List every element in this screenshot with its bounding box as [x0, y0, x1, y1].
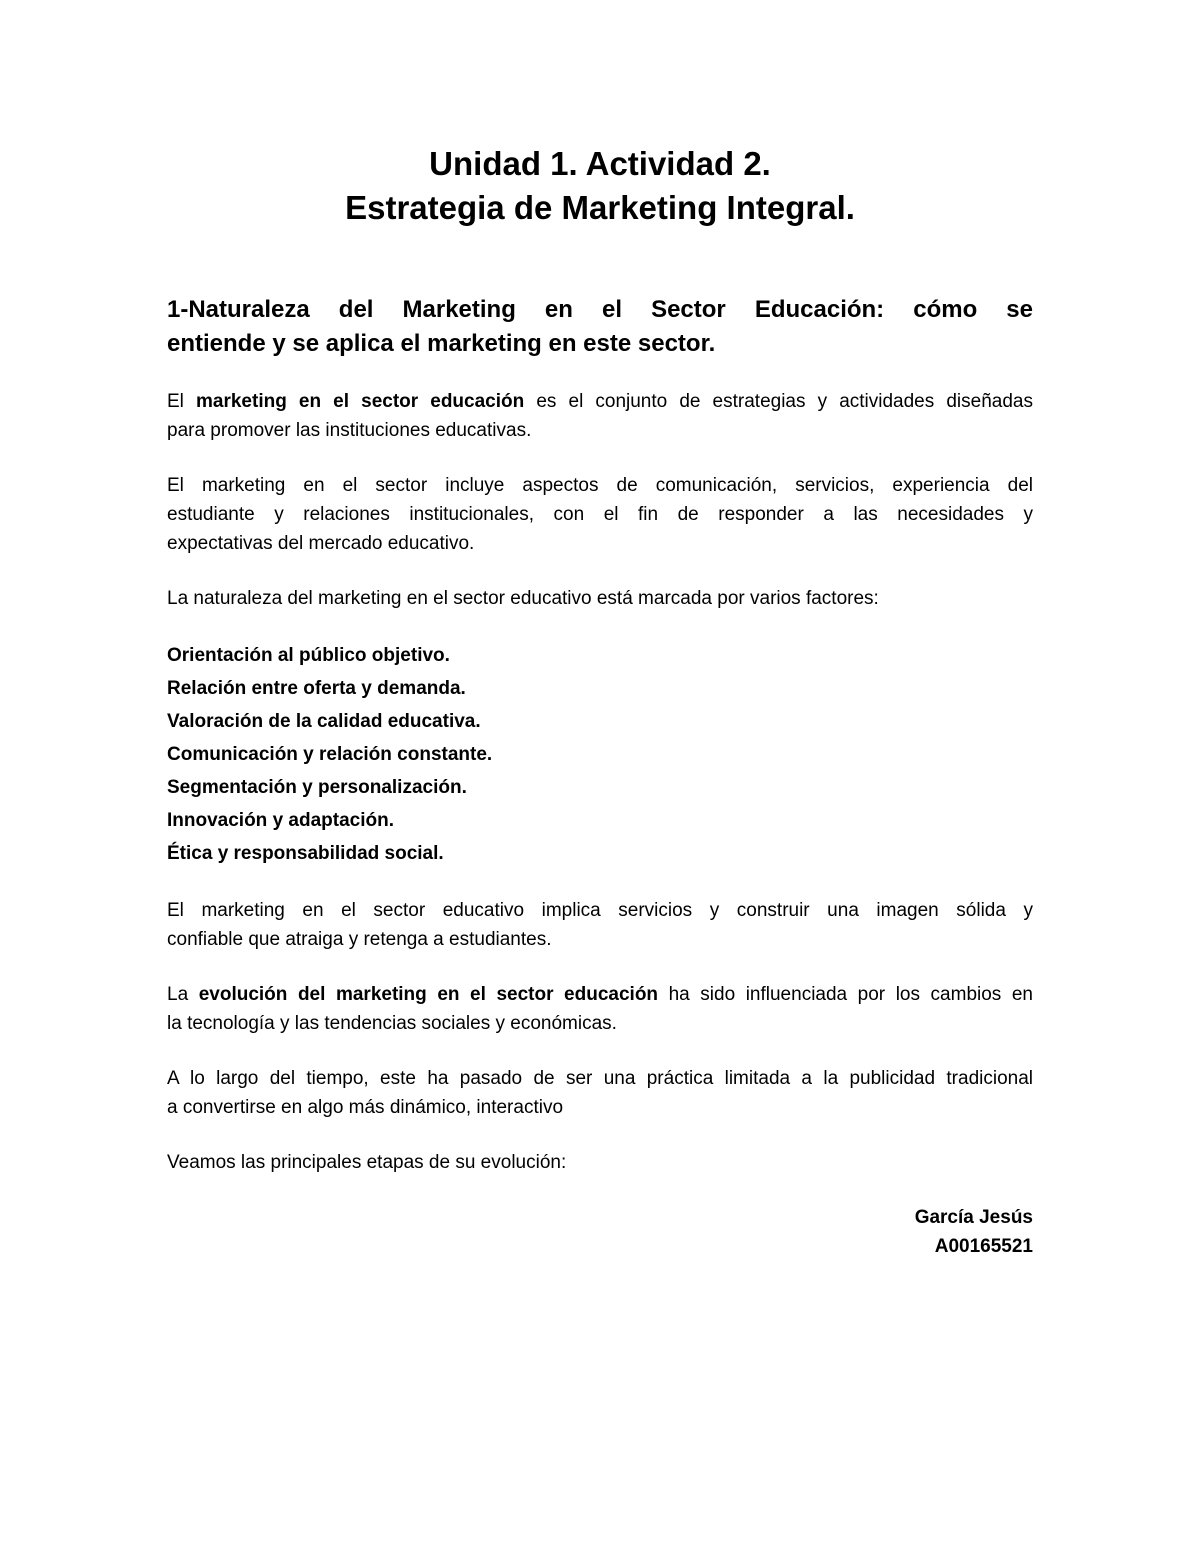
paragraph-stages — [167, 1148, 1033, 1177]
title-line-2: Estrategia de Marketing Integral. — [345, 189, 855, 226]
paragraph-definition — [167, 387, 1033, 445]
paragraph-evolution-line-2: la tecnología y las tendencias sociales y económicas. — [167, 1013, 617, 1034]
paragraph-evolution-line-1 — [167, 980, 1033, 1009]
section-heading-line-2: entiende y se aplica el marketing en este sector. — [167, 330, 716, 357]
document-content — [167, 142, 1033, 1261]
paragraph-image-line-2: confiable que atraiga y retenga a estudiantes. — [167, 929, 552, 950]
paragraph-evolution — [167, 980, 1033, 1038]
paragraph-aspects — [167, 471, 1033, 558]
text: El — [167, 391, 196, 412]
paragraph-nature — [167, 584, 1033, 613]
paragraph-image — [167, 896, 1033, 954]
paragraph-timeline-line-1: A lo largo del tiempo, este ha pasado de ser una práctica limitada a la publicidad tradicional — [167, 1068, 1033, 1089]
paragraph-timeline — [167, 1064, 1033, 1122]
list-item: Valoración de la calidad educativa. — [167, 711, 481, 732]
author-id: A00165521 — [934, 1236, 1033, 1257]
text: ha sido influenciada por los cambios en — [658, 984, 1033, 1005]
list-item: Orientación al público objetivo. — [167, 645, 450, 666]
paragraph-nature-line-1: La naturaleza del marketing en el sector educativo está marcada por varios factores: — [167, 588, 879, 609]
list-item: Relación entre oferta y demanda. — [167, 678, 466, 699]
list-item: Ética y responsabilidad social. — [167, 843, 444, 864]
paragraph-definition-line-2: para promover las instituciones educativas. — [167, 420, 532, 441]
paragraph-timeline-line-2: a convertirse en algo más dinámico, interactivo — [167, 1097, 564, 1118]
section-heading — [167, 293, 1033, 361]
text: La — [167, 984, 199, 1005]
paragraph-definition-line-1 — [167, 387, 1033, 416]
list-item: Innovación y adaptación. — [167, 810, 394, 831]
text: es el conjunto de estrategias y actividades diseñadas — [524, 391, 1033, 412]
paragraph-aspects-line-3: expectativas del mercado educativo. — [167, 533, 475, 554]
document-title — [167, 142, 1033, 230]
signature-block — [167, 1203, 1033, 1261]
author-name: García Jesús — [914, 1207, 1033, 1228]
list-item: Comunicación y relación constante. — [167, 744, 493, 765]
title-line-1: Unidad 1. Actividad 2. — [429, 145, 771, 182]
paragraph-stages-line-1: Veamos las principales etapas de su evolución: — [167, 1152, 567, 1173]
bold-text: evolución del marketing en el sector educación — [198, 984, 659, 1005]
paragraph-image-line-1: El marketing en el sector educativo implica servicios y construir una imagen sólida y — [167, 900, 1033, 921]
paragraph-aspects-line-2: estudiante y relaciones institucionales, con el fin de responder a las necesidades y — [167, 504, 1033, 525]
bold-text: marketing en el sector educación — [196, 391, 525, 412]
section-heading-line-1: 1-Naturaleza del Marketing en el Sector Educación: cómo se — [167, 296, 1033, 323]
paragraph-aspects-line-1: El marketing en el sector incluye aspectos de comunicación, servicios, experiencia del — [167, 475, 1033, 496]
list-item: Segmentación y personalización. — [167, 777, 467, 798]
factor-list — [167, 639, 1033, 870]
